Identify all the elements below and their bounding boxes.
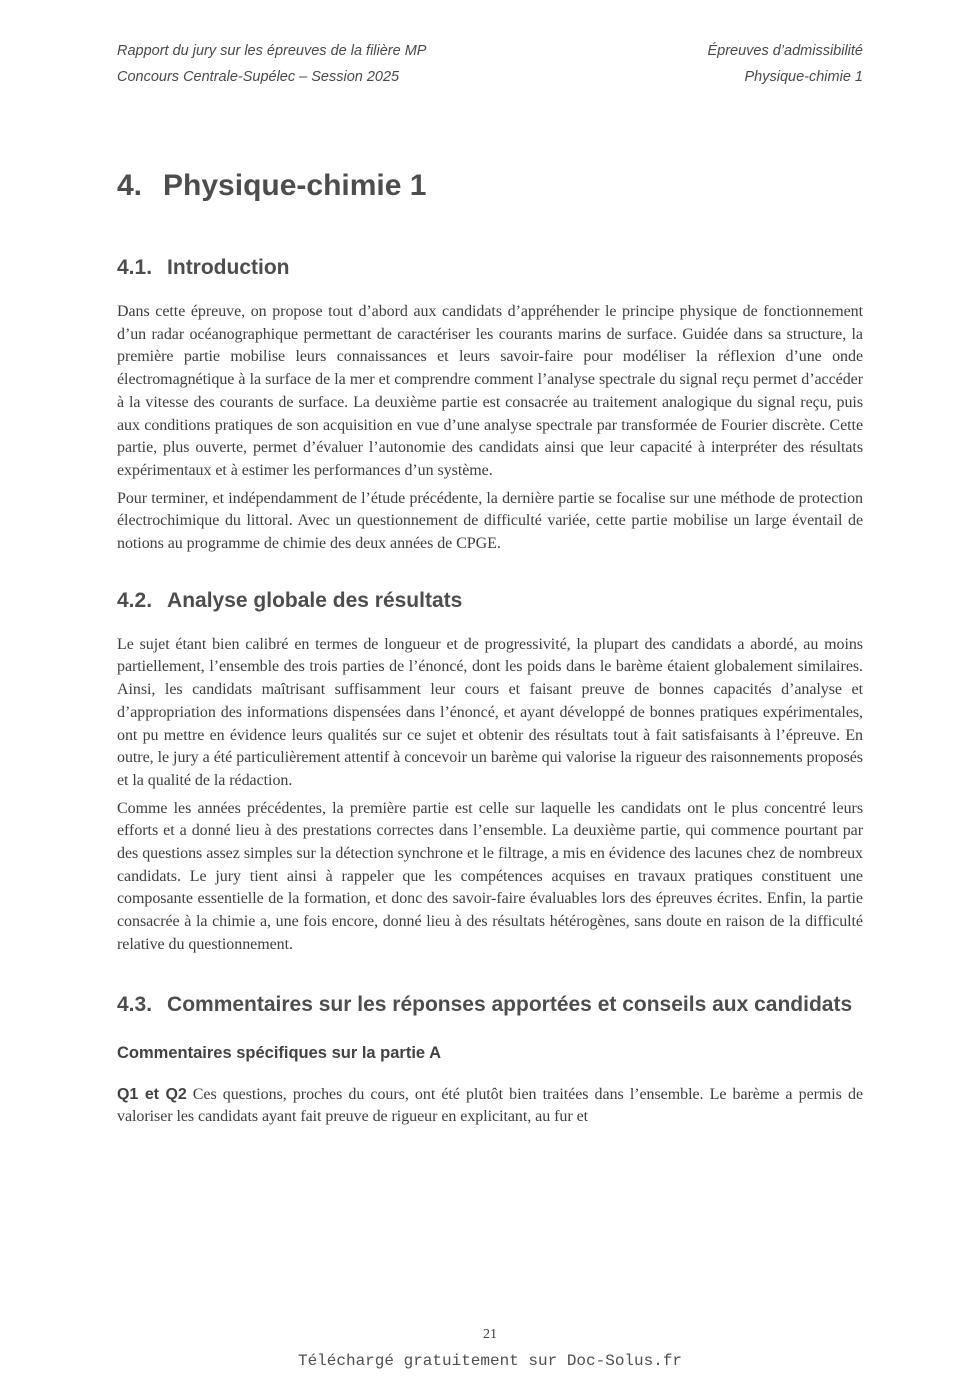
intro-paragraph-2: Pour terminer, et indépendamment de l’étude précédente, la dernière partie se focalise sur une méthode de protection électrochimique du littoral. Avec un questionnement de difficulté variée, cette partie mobilise un large éventail de notions au programme de chimie des deux années de CPGE.: [117, 489, 863, 553]
page-footer: [0, 1327, 980, 1370]
chapter-number: 4.: [117, 169, 143, 202]
chapter-title: [117, 168, 863, 204]
running-header-left: [117, 38, 426, 90]
section-number: 4.3.: [117, 992, 153, 1016]
section-title-text: Introduction: [167, 256, 290, 279]
subsection-heading-partie-a: Commentaires spécifiques sur la partie A: [117, 1043, 441, 1062]
section-title-text: Commentaires sur les réponses apportées et conseils aux candidats: [167, 992, 853, 1016]
watermark-doc-solus: Téléchargé gratuitement sur Doc-Solus.fr: [297, 1352, 683, 1370]
page-number: 21: [483, 1327, 497, 1342]
header-session-line: Concours Centrale-Supélec – Session 2025: [117, 69, 400, 85]
section-title-text: Analyse globale des résultats: [167, 588, 463, 612]
section-number: 4.2.: [117, 588, 153, 612]
chapter-title-text: Physique-chimie 1: [163, 169, 427, 202]
section-heading-analyse-globale: [117, 587, 863, 614]
section-heading-introduction: [117, 254, 863, 281]
analyse-paragraph-1: Le sujet étant bien calibré en termes de longueur et de progressivité, la plupart des candidats a abordé, au moins partiellement, l’ensemble des trois parties de l’énoncé, dont les poids dans le barème étaient globalement similaires. Ainsi, les candidats maîtrisant suffisamment leur cours et faisant preuve de bonnes capacités d’analyse et d’appropriation des informations dispensées dans l’énoncé, et ayant développé de bonnes pratiques expérimentales, ont pu mettre en évidence leurs qualités sur ce sujet et obtenir des résultats tout à fait satisfaisants à l’épreuve. En outre, le jury a été particulièrement attentif à concevoir un barème qui valorise la rigueur des raisonnements proposés et la qualité de la rédaction.: [117, 635, 863, 789]
question-label: Q1 et Q2: [117, 1085, 187, 1103]
section-number: 4.1.: [117, 256, 153, 279]
question-comment-text: Ces questions, proches du cours, ont été plutôt bien traitées dans l’ensemble. Le barème a permis de valoriser les candidats ayant fait preuve de rigueur en explicitant, au fur et: [117, 1085, 863, 1126]
header-subject-name: Physique-chimie 1: [744, 69, 863, 85]
header-report-title: Rapport du jury sur les épreuves de la filière MP: [117, 43, 427, 59]
analyse-paragraph-2: Comme les années précédentes, la première partie est celle sur laquelle les candidats ont le plus concentré leurs efforts et a donné lieu à des prestations correctes dans l’ensemble. La deuxième partie, qui commence pourtant par des questions assez simples sur la détection synchrone et le filtrage, a mis en évidence des lacunes chez de nombreux candidats. Le jury tient ainsi à rappeler que les compétences acquises en travaux pratiques constituent une composante essentielle de la formation, et donc des savoir-faire évaluables lors des épreuves écrites. Enfin, la partie consacrée à la chimie a, une fois encore, donné lieu à des résultats hétérogènes, sans doute en raison de la difficulté relative du questionnement.: [117, 799, 863, 953]
running-header: [117, 38, 863, 90]
section-heading-commentaires: [117, 991, 863, 1018]
intro-paragraph-1: Dans cette épreuve, on propose tout d’abord aux candidats d’appréhender le principe physique de fonctionnement d’un radar océanographique permettant de caractériser les courants marins de surface. Guidée dans sa structure, la première partie mobilise leurs connaissances et leurs savoir-faire pour modéliser la réflexion d’une onde électromagnétique à la surface de la mer et comprendre comment l’analyse spectrale du signal reçu permet d’accéder à la vitesse des courants de surface. La deuxième partie est consacrée au traitement analogique du signal reçu, puis aux conditions pratiques de son acquisition en vue d’une analyse spectrale par transformée de Fourier discrète. Cette partie, plus ouverte, permet d’évaluer l’autonomie des candidats ainsi que leur capacité à interpréter des résultats expérimentaux et à estimer les performances d’un système.: [117, 303, 863, 479]
q1-q2-paragraph: [117, 1084, 863, 1129]
header-epreuve-type: Épreuves d’admissibilité: [707, 43, 863, 59]
running-header-right: [707, 38, 863, 90]
